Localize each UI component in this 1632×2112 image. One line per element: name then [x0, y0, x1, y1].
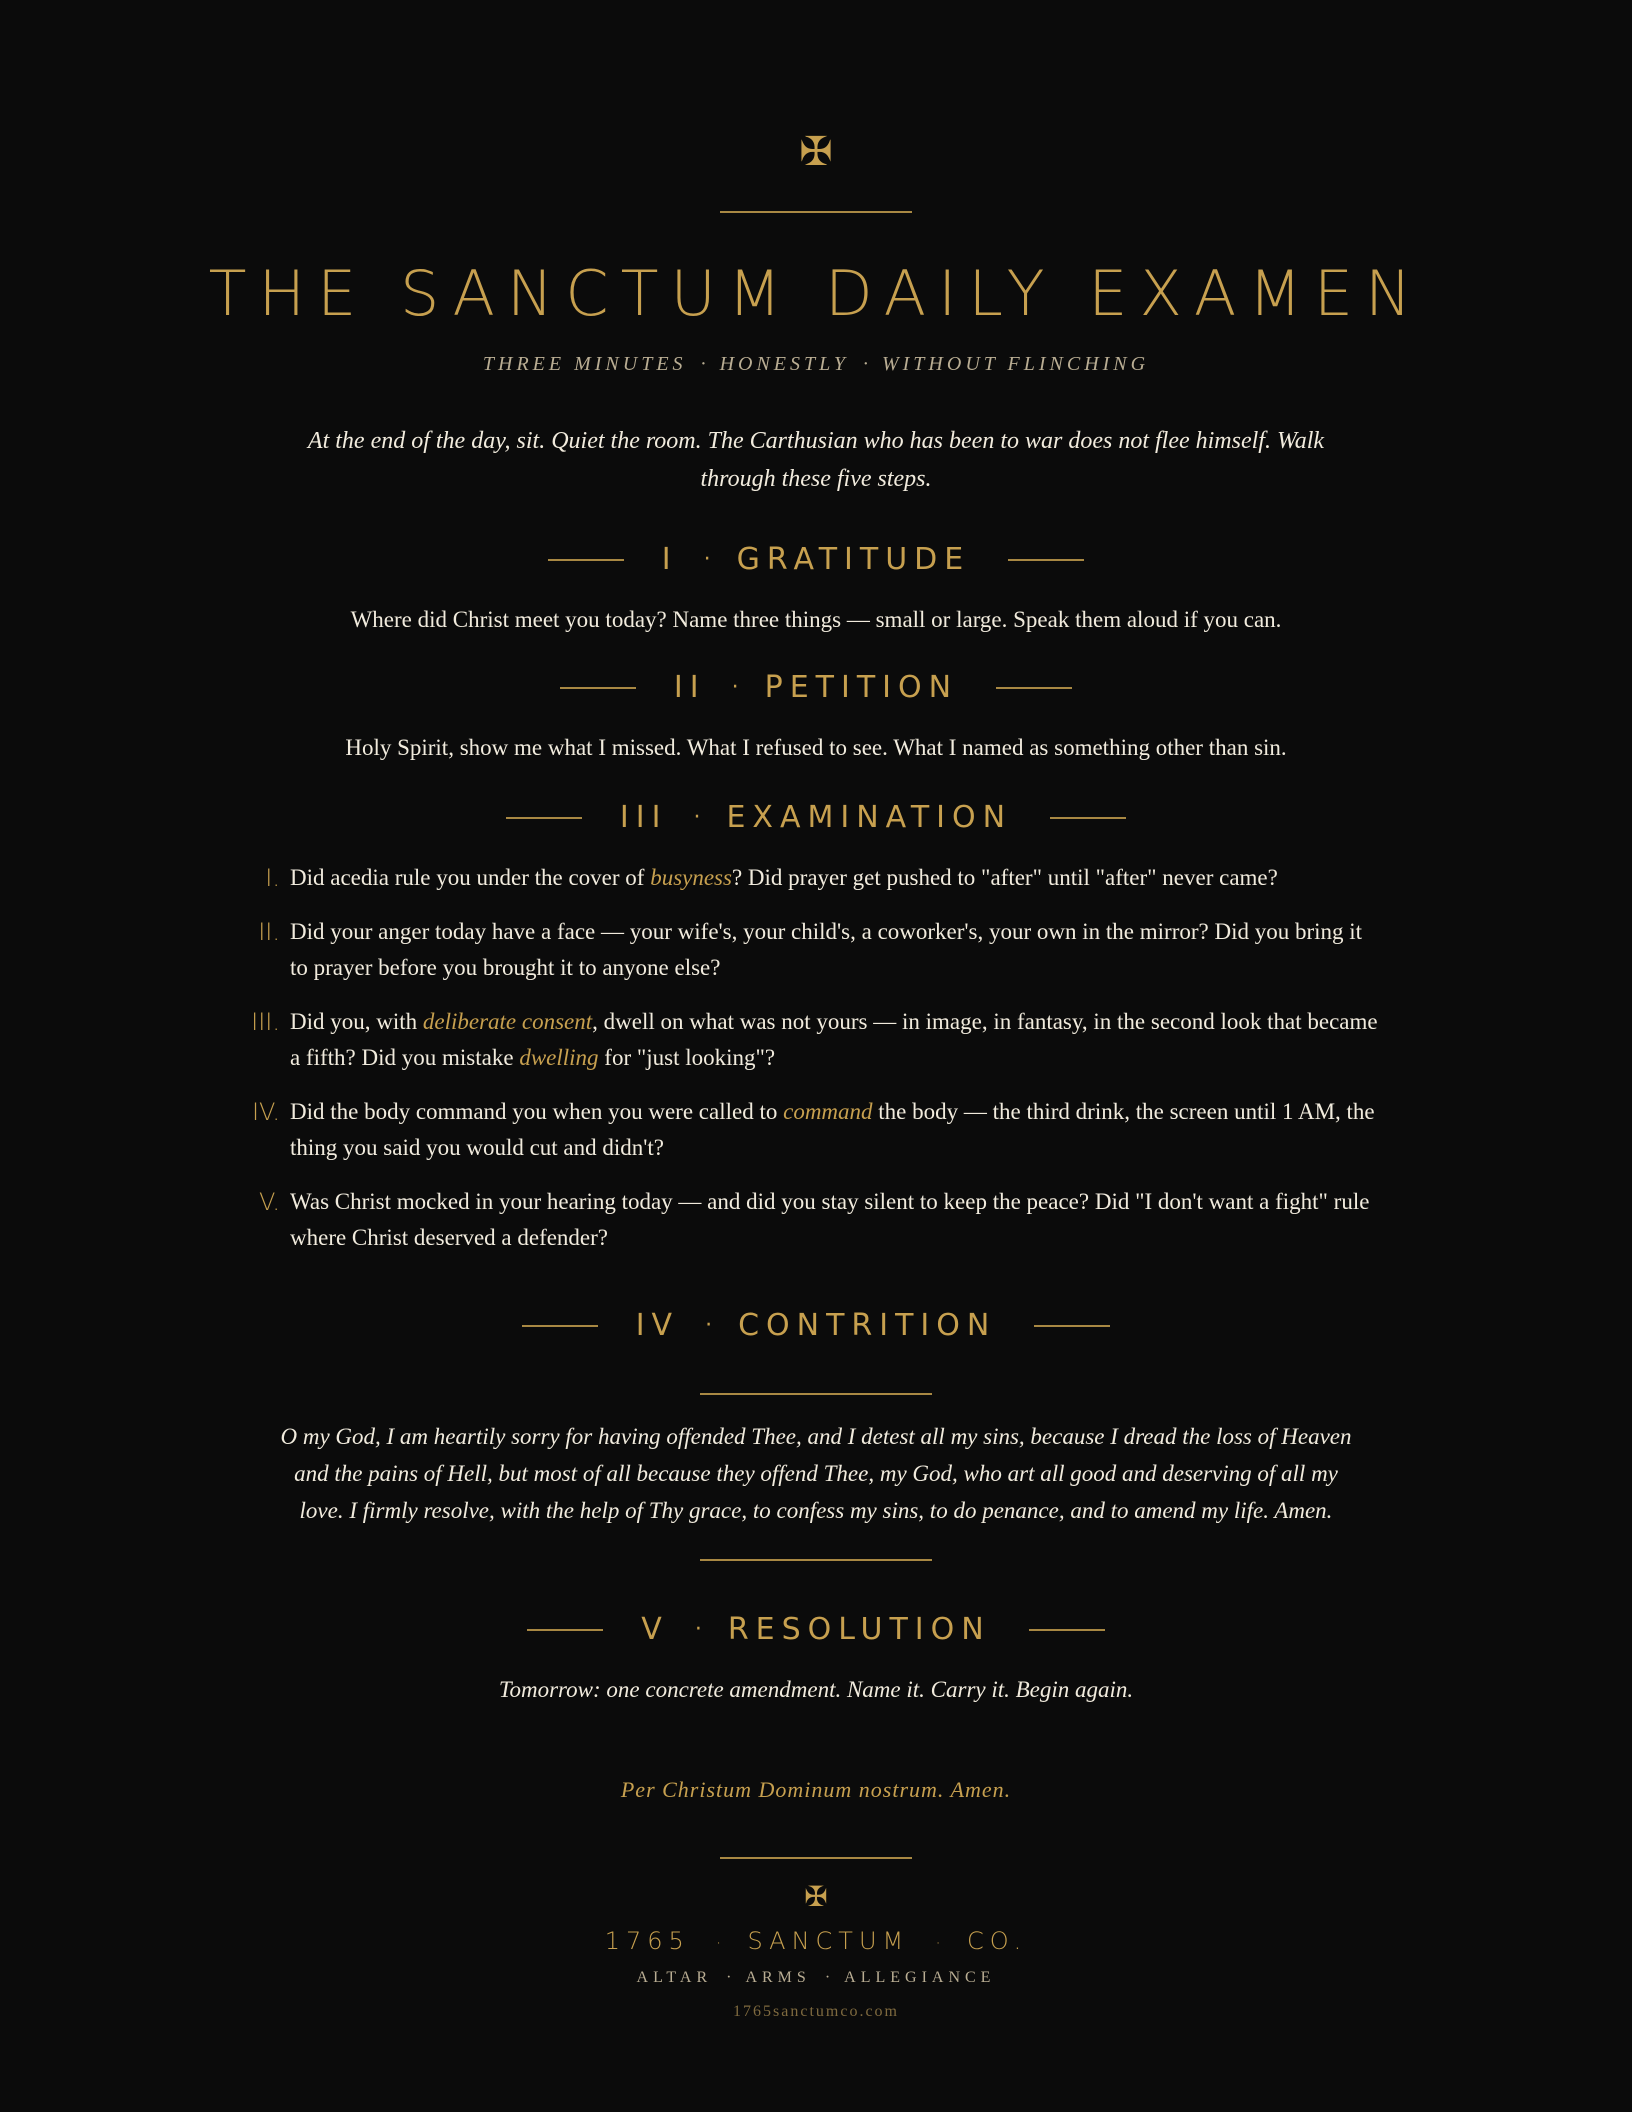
- cross-pattee-icon: ✠: [799, 129, 833, 174]
- tagline-separator: ·: [726, 1969, 732, 1986]
- intro-text: At the end of the day, sit. Quiet the room. The Carthusian who has been to war does not flee himself. Walk through these five steps.: [307, 428, 1325, 492]
- item-text: Did you, with deliberate consent, dwell on what was not yours — in image, in fantasy, in the second look that became a fifth? Did you mistake dwelling for "just looking"?: [290, 1009, 1378, 1070]
- heading-separator: ·: [693, 805, 701, 830]
- subtitle-part: WITHOUT FLINCHING: [881, 353, 1150, 375]
- item-numeral: I.: [265, 864, 280, 892]
- section-title: GRATITUDE: [736, 542, 971, 577]
- examination-list: [230, 860, 1380, 1274]
- subtitle-separator: ·: [862, 353, 868, 375]
- brand-wordmark: [0, 1926, 1632, 1959]
- cross-pattee-icon: ✠: [804, 1882, 828, 1913]
- heading-separator: ·: [703, 547, 711, 572]
- emphasis-text: dwelling: [519, 1045, 599, 1070]
- heading-rule: [1008, 559, 1084, 561]
- list-item: [230, 860, 1380, 896]
- heading-rule: [996, 687, 1072, 689]
- item-numeral: V.: [259, 1188, 280, 1216]
- brand-part: 1765: [604, 1927, 690, 1955]
- heading-rule: [506, 817, 582, 819]
- heading-rule: [548, 559, 624, 561]
- heading-rule: [1034, 1325, 1110, 1327]
- brand-part: CO.: [966, 1927, 1028, 1955]
- brand-separator: ·: [935, 1933, 941, 1954]
- section-heading-resolution: [0, 1610, 1632, 1650]
- heading-separator: ·: [705, 1313, 713, 1338]
- item-numeral: II.: [258, 918, 280, 946]
- subtitle-separator: ·: [700, 353, 706, 375]
- heading-rule: [1050, 817, 1126, 819]
- item-numeral: IV.: [251, 1098, 280, 1126]
- section-heading-contrition: [0, 1306, 1632, 1346]
- act-of-contrition-prayer: O my God, I am heartily sorry for having offended Thee, and I detest all my sins, because I dread the loss of Heaven and the pains of Hell, but most of all because they offend Thee, my God, who art all good and deserving of all my love. I firmly resolve, with the help of Thy grace, to confess my sins, to do penance, and to amend my life. Amen.: [280, 1424, 1352, 1523]
- brand-part: SANCTUM: [747, 1927, 910, 1955]
- section-numeral: II: [673, 670, 706, 705]
- subtitle-part: HONESTLY: [719, 353, 849, 375]
- emphasis-text: deliberate consent: [422, 1009, 593, 1034]
- section-heading-gratitude: [0, 540, 1632, 580]
- tagline-separator: ·: [824, 1969, 831, 1986]
- heading-separator: ·: [694, 1617, 702, 1642]
- section-numeral: III: [619, 800, 668, 835]
- heading-rule: [522, 1325, 598, 1327]
- tagline-part: ALLEGIANCE: [844, 1969, 996, 1986]
- item-numeral: III.: [251, 1008, 280, 1036]
- brand-separator: ·: [715, 1933, 722, 1954]
- section-numeral: I: [661, 542, 678, 577]
- top-divider: [720, 211, 912, 213]
- item-text: Did acedia rule you under the cover of busyness? Did prayer get pushed to "after" until "after" never came?: [290, 865, 1278, 890]
- website-link[interactable]: 1765sanctumco.com: [733, 2003, 899, 2020]
- heading-rule: [560, 687, 636, 689]
- section-heading-petition: [0, 668, 1632, 708]
- item-text: Did your anger today have a face — your wife's, your child's, a coworker's, your own in the mirror? Did you bring it to prayer before you brought it to anyone else?: [290, 919, 1363, 980]
- list-item: [230, 1094, 1380, 1166]
- section-title: PETITION: [764, 670, 959, 705]
- petition-text: Holy Spirit, show me what I missed. What I refused to see. What I named as something other than sin.: [345, 735, 1287, 760]
- gratitude-text: Where did Christ meet you today? Name three things — small or large. Speak them aloud if you can.: [350, 607, 1282, 632]
- closing-line: Per Christum Dominum nostrum. Amen.: [620, 1777, 1012, 1802]
- list-item: [230, 1004, 1380, 1076]
- section-title: CONTRITION: [738, 1308, 997, 1343]
- brand-tagline: [0, 1966, 1632, 1990]
- heading-rule: [1029, 1629, 1105, 1631]
- tagline-part: ARMS: [745, 1969, 811, 1986]
- item-text: Was Christ mocked in your hearing today — and did you stay silent to keep the peace? Did "I don't want a fight" rule where Christ deserved a defender?: [290, 1189, 1370, 1250]
- section-title: EXAMINATION: [726, 800, 1013, 835]
- heading-rule: [527, 1629, 603, 1631]
- emphasis-text: command: [783, 1099, 873, 1124]
- section-numeral: IV: [635, 1308, 680, 1343]
- page-title: THE SANCTUM DAILY EXAMEN: [208, 257, 1424, 330]
- subtitle-part: THREE MINUTES: [482, 353, 687, 375]
- tagline-part: ALTAR: [636, 1969, 713, 1986]
- section-numeral: V: [641, 1612, 669, 1647]
- footer-divider: [720, 1857, 912, 1859]
- prayer-divider-top: [700, 1393, 932, 1395]
- section-title: RESOLUTION: [727, 1612, 991, 1647]
- page-subtitle: [0, 352, 1632, 376]
- prayer-divider-bottom: [700, 1559, 932, 1561]
- item-text: Did the body command you when you were called to command the body — the third drink, the screen until 1 AM, the thing you said you would cut and didn't?: [290, 1099, 1375, 1160]
- list-item: [230, 914, 1380, 986]
- heading-separator: ·: [731, 675, 739, 700]
- resolution-text: Tomorrow: one concrete amendment. Name it. Carry it. Begin again.: [498, 1677, 1134, 1702]
- emphasis-text: busyness: [650, 865, 732, 890]
- section-heading-examination: [0, 798, 1632, 838]
- list-item: [230, 1184, 1380, 1256]
